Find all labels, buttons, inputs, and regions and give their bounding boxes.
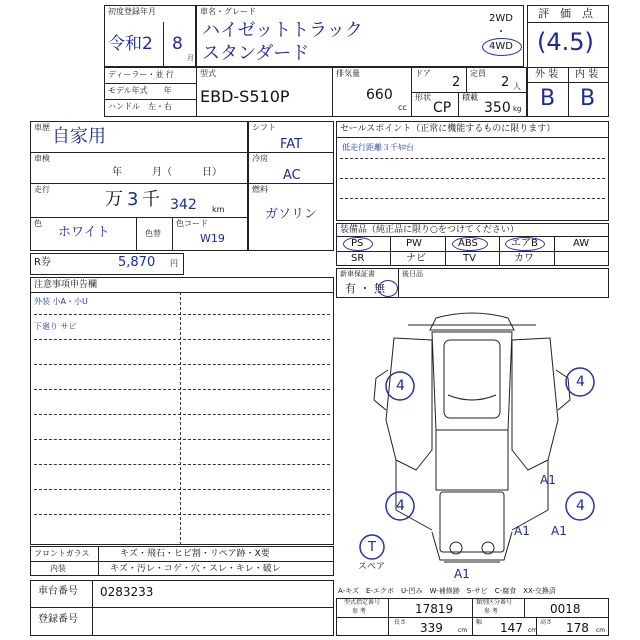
name-grade-label: 車名・グレード	[200, 7, 256, 16]
notes-line1: 外装 小A・小U	[34, 297, 88, 306]
front-glass-options: キズ・飛石・ヒビ割・リペア跡・X要	[120, 549, 270, 559]
sales-point-label: セールスポイント（正常に機能するものに限ります）	[340, 124, 556, 134]
length-label: 長さ	[394, 619, 407, 626]
era-value: 令和2	[108, 34, 153, 54]
mileage-label: 走行	[34, 185, 50, 194]
equipment-label: 装備品（純正品に限り○をつけてください）	[340, 225, 519, 235]
type-cert-label: 型式指定番号	[344, 599, 381, 606]
color-value: ホワイト	[58, 225, 110, 240]
drive-2wd: 2WD	[489, 13, 513, 24]
warranty-value: 有 ・ 無	[345, 282, 385, 295]
warranty-record-label: 後日品	[402, 270, 423, 278]
capacity-value: 2	[501, 75, 510, 90]
mark-a1-4: A1	[454, 567, 470, 581]
month-unit: 月	[187, 54, 194, 62]
score-label: 評 価 点	[538, 7, 593, 20]
load-value: 350	[484, 100, 511, 116]
recycle-label: R券	[34, 257, 51, 268]
equip-airbag: エアB	[511, 238, 538, 249]
color-code-label: 色コード	[176, 219, 208, 228]
type-cert-value: 17819	[415, 602, 454, 616]
mileage-rest: 342	[170, 197, 197, 213]
shift-value: FAT	[280, 137, 303, 152]
drive-dot: ・	[496, 27, 506, 38]
shape-value: CP	[433, 100, 452, 116]
equip-aw: AW	[573, 238, 590, 249]
displacement-value: 660	[366, 87, 393, 103]
color-code-value: W19	[200, 232, 225, 245]
int-label: 内 装	[575, 69, 599, 80]
spare-symbol: T	[368, 540, 376, 555]
chassis-number: 0283233	[100, 585, 154, 599]
class-ref: 参 考	[484, 608, 498, 615]
score-value: (4.5)	[537, 28, 594, 56]
equip-navi: ナビ	[406, 253, 426, 264]
displacement-label: 排気量	[336, 69, 360, 78]
recycle-box	[30, 253, 184, 275]
month-value: 8	[172, 34, 183, 54]
inspection-label: 車検	[34, 154, 50, 163]
interior-label: 内装	[50, 564, 66, 573]
mileage-man: 万	[105, 189, 123, 210]
notes-box	[30, 277, 334, 545]
equip-tv: TV	[463, 253, 476, 264]
abs-circle	[452, 237, 488, 251]
load-label: 積載	[462, 93, 478, 102]
equip-ps: PS	[351, 238, 364, 249]
height-unit: cm	[596, 627, 606, 634]
reg-label: 登録番号	[38, 614, 78, 625]
ps-circle	[343, 237, 373, 251]
equip-pw: PW	[406, 238, 422, 249]
equip-sr: SR	[351, 253, 365, 264]
door-label: ドア	[415, 69, 431, 78]
shape-label: 形状	[415, 93, 431, 102]
history-value: 自家用	[52, 126, 106, 147]
inspection-value: 年 月（ 日）	[112, 167, 222, 178]
equip-abs: ABS	[458, 238, 478, 249]
color-change-label: 色替	[145, 229, 161, 238]
width-label: 幅	[476, 619, 483, 626]
model-label: 型式	[200, 69, 216, 78]
mark-a1-3: A1	[551, 524, 567, 538]
model-value: EBD-S510P	[200, 87, 290, 106]
yen-unit: 円	[170, 259, 178, 268]
warranty-new-label: 新車保証書	[340, 270, 375, 278]
mark-a1-1: A1	[540, 473, 556, 487]
tire-rl-value: 4	[396, 498, 405, 514]
fuel-value: ガソリン	[265, 207, 318, 222]
dealer-label: ディーラー・並 行	[108, 70, 174, 79]
width-unit: cm	[528, 627, 538, 634]
fuel-label: 燃料	[252, 185, 268, 194]
capacity-unit: 人	[513, 82, 521, 91]
mark-a1-2: A1	[514, 524, 530, 538]
ac-value: AC	[283, 168, 301, 183]
ext-grade: B	[540, 86, 556, 111]
notes-line2: 下廻り サビ	[34, 322, 77, 331]
capacity-label: 定員	[470, 69, 486, 78]
tire-fr-value: 4	[576, 374, 585, 390]
warranty-none-circle	[378, 280, 398, 297]
km-unit: km	[212, 205, 225, 214]
sales-point-note: 低走行距離３千ｷﾛ台	[342, 143, 414, 152]
ext-label: 外 装	[535, 69, 559, 80]
tire-fl-value: 4	[396, 378, 405, 394]
history-label: 車歴	[34, 123, 50, 132]
height-label: 高さ	[540, 619, 553, 626]
door-value: 2	[452, 75, 461, 90]
first-reg-label: 初度登録年月	[108, 7, 156, 16]
chassis-label: 車台番号	[38, 586, 78, 597]
car-body-diagram	[336, 300, 609, 585]
recycle-value: 5,870	[118, 255, 156, 270]
class-label: 類別区分番号	[476, 599, 513, 606]
airbag-circle	[505, 237, 545, 251]
color-label: 色	[34, 219, 42, 228]
cc-unit: cc	[398, 103, 407, 112]
ac-label: 冷房	[252, 154, 268, 163]
model-year-label: モデル年式 年	[108, 86, 172, 95]
mileage-sen: 千	[142, 189, 160, 210]
interior-options: キズ・汚レ・コゲ・穴・スレ・キレ・破レ	[110, 564, 281, 574]
handle-label: ハンドル 左・右	[108, 102, 172, 111]
class-value: 0018	[550, 602, 581, 616]
notes-label: 注意事項申告欄	[34, 280, 98, 290]
grade-name: スタンダード	[202, 43, 310, 64]
width-value: 147	[500, 621, 523, 635]
height-value: 178	[566, 621, 589, 635]
length-unit: cm	[458, 627, 468, 634]
length-value: 339	[420, 621, 443, 635]
spare-label: スペア	[358, 562, 386, 572]
tire-rr-value: 4	[576, 498, 585, 514]
car-name: ハイゼットトラック	[202, 20, 363, 41]
drive-4wd: 4WD	[489, 41, 513, 52]
mileage-sen-digit: 3	[127, 189, 139, 210]
damage-legend: A-キズ E-エクボ U-凹み W-補修跡 S-サビ C-腐食 XX-交換済	[338, 587, 556, 595]
front-glass-label: フロントガラス	[34, 549, 90, 558]
equip-leather: カワ	[514, 253, 534, 264]
sales-point-box	[336, 121, 609, 221]
kg-unit: kg	[513, 105, 522, 113]
shift-label: シフト	[252, 123, 276, 132]
int-grade: B	[580, 86, 596, 111]
type-cert-ref: 参 考	[352, 608, 366, 615]
